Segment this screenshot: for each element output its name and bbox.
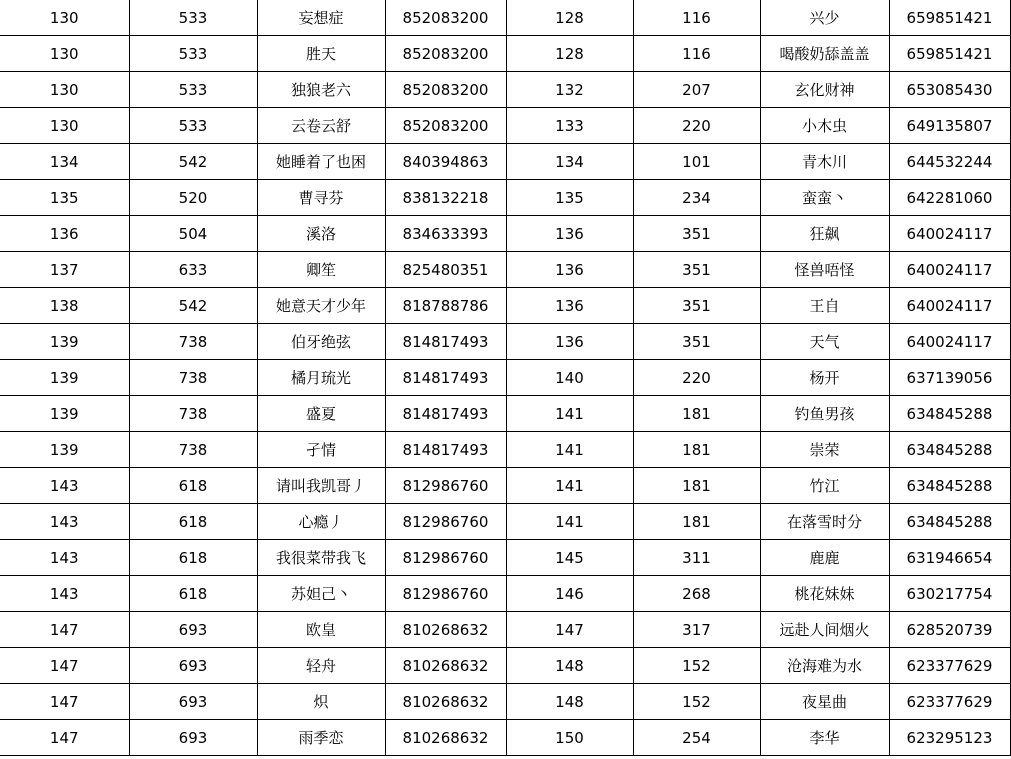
right-id-cell: 628520739 [889,612,1010,648]
right-rank-cell: 148 [506,684,633,720]
left-name-cell: 伯牙绝弦 [257,324,385,360]
right-name-cell: 崇荣 [760,432,889,468]
left-name-cell: 苏妲己丶 [257,576,385,612]
left-id-cell: 812986760 [385,504,506,540]
left-name-cell: 盛夏 [257,396,385,432]
table-row [0,720,1010,756]
right-id-cell: 634845288 [889,432,1010,468]
right-id-cell: 637139056 [889,360,1010,396]
right-score-cell: 116 [633,36,760,72]
right-id-cell: 634845288 [889,468,1010,504]
right-score-cell: 317 [633,612,760,648]
left-rank-cell: 139 [0,396,129,432]
left-id-cell: 838132218 [385,180,506,216]
right-id-cell: 631946654 [889,540,1010,576]
left-rank-cell: 137 [0,252,129,288]
right-id-cell: 640024117 [889,288,1010,324]
right-id-cell: 630217754 [889,576,1010,612]
right-id-cell: 653085430 [889,72,1010,108]
right-score-cell: 351 [633,216,760,252]
left-rank-cell: 130 [0,72,129,108]
left-name-cell: 孑情 [257,432,385,468]
left-id-cell: 818788786 [385,288,506,324]
right-rank-cell: 136 [506,252,633,288]
left-rank-cell: 134 [0,144,129,180]
left-id-cell: 812986760 [385,468,506,504]
right-name-cell: 青木川 [760,144,889,180]
table-row [0,36,1010,72]
right-rank-cell: 145 [506,540,633,576]
right-rank-cell: 146 [506,576,633,612]
left-score-cell: 693 [129,720,257,756]
right-score-cell: 351 [633,252,760,288]
table-row [0,216,1010,252]
left-name-cell: 妄想症 [257,0,385,36]
right-name-cell: 鹿鹿 [760,540,889,576]
right-id-cell: 640024117 [889,324,1010,360]
left-id-cell: 825480351 [385,252,506,288]
right-name-cell: 沧海难为水 [760,648,889,684]
left-name-cell: 我很菜带我飞 [257,540,385,576]
left-id-cell: 814817493 [385,396,506,432]
left-name-cell: 云卷云舒 [257,108,385,144]
left-score-cell: 618 [129,540,257,576]
right-rank-cell: 150 [506,720,633,756]
right-rank-cell: 133 [506,108,633,144]
left-score-cell: 520 [129,180,257,216]
left-id-cell: 852083200 [385,108,506,144]
left-score-cell: 533 [129,36,257,72]
left-rank-cell: 130 [0,36,129,72]
left-rank-cell: 138 [0,288,129,324]
right-name-cell: 竹江 [760,468,889,504]
right-rank-cell: 136 [506,216,633,252]
right-name-cell: 王自 [760,288,889,324]
right-rank-cell: 136 [506,288,633,324]
right-id-cell: 634845288 [889,396,1010,432]
left-rank-cell: 135 [0,180,129,216]
left-rank-cell: 143 [0,576,129,612]
left-score-cell: 738 [129,360,257,396]
left-rank-cell: 130 [0,108,129,144]
left-name-cell: 请叫我凯哥丿 [257,468,385,504]
left-id-cell: 810268632 [385,648,506,684]
left-name-cell: 雨季恋 [257,720,385,756]
table-row [0,648,1010,684]
left-rank-cell: 143 [0,540,129,576]
right-id-cell: 634845288 [889,504,1010,540]
right-name-cell: 怪兽唔怪 [760,252,889,288]
right-id-cell: 642281060 [889,180,1010,216]
right-rank-cell: 141 [506,396,633,432]
left-score-cell: 618 [129,576,257,612]
table-row [0,108,1010,144]
left-name-cell: 她意天才少年 [257,288,385,324]
left-score-cell: 533 [129,108,257,144]
right-name-cell: 玄化财神 [760,72,889,108]
right-id-cell: 649135807 [889,108,1010,144]
right-rank-cell: 148 [506,648,633,684]
left-id-cell: 814817493 [385,432,506,468]
table-row [0,0,1010,36]
left-name-cell: 她睡着了也困 [257,144,385,180]
table-row [0,684,1010,720]
right-score-cell: 254 [633,720,760,756]
left-score-cell: 738 [129,324,257,360]
right-name-cell: 狂飙 [760,216,889,252]
left-name-cell: 胜天 [257,36,385,72]
right-name-cell: 兴少 [760,0,889,36]
left-score-cell: 542 [129,288,257,324]
right-rank-cell: 128 [506,0,633,36]
left-score-cell: 693 [129,612,257,648]
left-rank-cell: 139 [0,324,129,360]
left-rank-cell: 130 [0,0,129,36]
left-rank-cell: 147 [0,648,129,684]
left-name-cell: 溪洛 [257,216,385,252]
left-name-cell: 曹寻芬 [257,180,385,216]
right-score-cell: 181 [633,468,760,504]
right-id-cell: 623377629 [889,648,1010,684]
right-score-cell: 181 [633,396,760,432]
right-name-cell: 天气 [760,324,889,360]
left-score-cell: 738 [129,396,257,432]
left-score-cell: 693 [129,684,257,720]
left-score-cell: 633 [129,252,257,288]
right-score-cell: 152 [633,648,760,684]
left-id-cell: 814817493 [385,324,506,360]
right-name-cell: 李华 [760,720,889,756]
right-rank-cell: 141 [506,468,633,504]
right-score-cell: 351 [633,288,760,324]
left-rank-cell: 147 [0,684,129,720]
right-score-cell: 181 [633,504,760,540]
right-id-cell: 644532244 [889,144,1010,180]
left-id-cell: 852083200 [385,72,506,108]
right-name-cell: 夜星曲 [760,684,889,720]
right-id-cell: 659851421 [889,36,1010,72]
left-rank-cell: 147 [0,720,129,756]
right-rank-cell: 140 [506,360,633,396]
right-name-cell: 蛮蛮丶 [760,180,889,216]
left-rank-cell: 139 [0,432,129,468]
left-id-cell: 810268632 [385,720,506,756]
table-row [0,360,1010,396]
left-id-cell: 812986760 [385,540,506,576]
right-score-cell: 311 [633,540,760,576]
table-row [0,540,1010,576]
left-name-cell: 卿笙 [257,252,385,288]
table-row [0,612,1010,648]
left-score-cell: 618 [129,468,257,504]
left-rank-cell: 143 [0,468,129,504]
left-score-cell: 618 [129,504,257,540]
right-rank-cell: 132 [506,72,633,108]
right-rank-cell: 147 [506,612,633,648]
table-row [0,432,1010,468]
right-rank-cell: 134 [506,144,633,180]
right-name-cell: 远赴人间烟火 [760,612,889,648]
right-id-cell: 640024117 [889,252,1010,288]
right-id-cell: 659851421 [889,0,1010,36]
right-name-cell: 杨开 [760,360,889,396]
left-score-cell: 738 [129,432,257,468]
left-id-cell: 810268632 [385,612,506,648]
left-id-cell: 834633393 [385,216,506,252]
table-row [0,324,1010,360]
left-id-cell: 812986760 [385,576,506,612]
left-score-cell: 533 [129,0,257,36]
right-score-cell: 351 [633,324,760,360]
right-score-cell: 207 [633,72,760,108]
right-id-cell: 640024117 [889,216,1010,252]
right-score-cell: 234 [633,180,760,216]
left-name-cell: 心瘾丿 [257,504,385,540]
right-score-cell: 152 [633,684,760,720]
right-score-cell: 116 [633,0,760,36]
left-name-cell: 轻舟 [257,648,385,684]
table-row [0,504,1010,540]
left-id-cell: 840394863 [385,144,506,180]
left-rank-cell: 147 [0,612,129,648]
right-name-cell: 小木虫 [760,108,889,144]
left-name-cell: 欧皇 [257,612,385,648]
right-id-cell: 623295123 [889,720,1010,756]
table-row [0,468,1010,504]
right-score-cell: 101 [633,144,760,180]
left-score-cell: 533 [129,72,257,108]
right-score-cell: 220 [633,108,760,144]
right-rank-cell: 135 [506,180,633,216]
right-rank-cell: 141 [506,432,633,468]
right-score-cell: 181 [633,432,760,468]
table-row [0,252,1010,288]
left-id-cell: 814817493 [385,360,506,396]
right-id-cell: 623377629 [889,684,1010,720]
left-name-cell: 橘月琉光 [257,360,385,396]
left-score-cell: 542 [129,144,257,180]
right-name-cell: 桃花妹妹 [760,576,889,612]
right-name-cell: 在落雪时分 [760,504,889,540]
left-rank-cell: 139 [0,360,129,396]
left-id-cell: 852083200 [385,0,506,36]
left-name-cell: 炽 [257,684,385,720]
left-name-cell: 独狼老六 [257,72,385,108]
left-score-cell: 504 [129,216,257,252]
left-rank-cell: 136 [0,216,129,252]
right-score-cell: 220 [633,360,760,396]
table-row [0,288,1010,324]
right-rank-cell: 141 [506,504,633,540]
left-id-cell: 810268632 [385,684,506,720]
right-rank-cell: 136 [506,324,633,360]
table-row [0,72,1010,108]
left-rank-cell: 143 [0,504,129,540]
left-score-cell: 693 [129,648,257,684]
left-id-cell: 852083200 [385,36,506,72]
right-name-cell: 喝酸奶舔盖盖 [760,36,889,72]
right-name-cell: 钓鱼男孩 [760,396,889,432]
table-row [0,144,1010,180]
table-row [0,180,1010,216]
right-score-cell: 268 [633,576,760,612]
table-row [0,396,1010,432]
table-row [0,576,1010,612]
right-rank-cell: 128 [506,36,633,72]
